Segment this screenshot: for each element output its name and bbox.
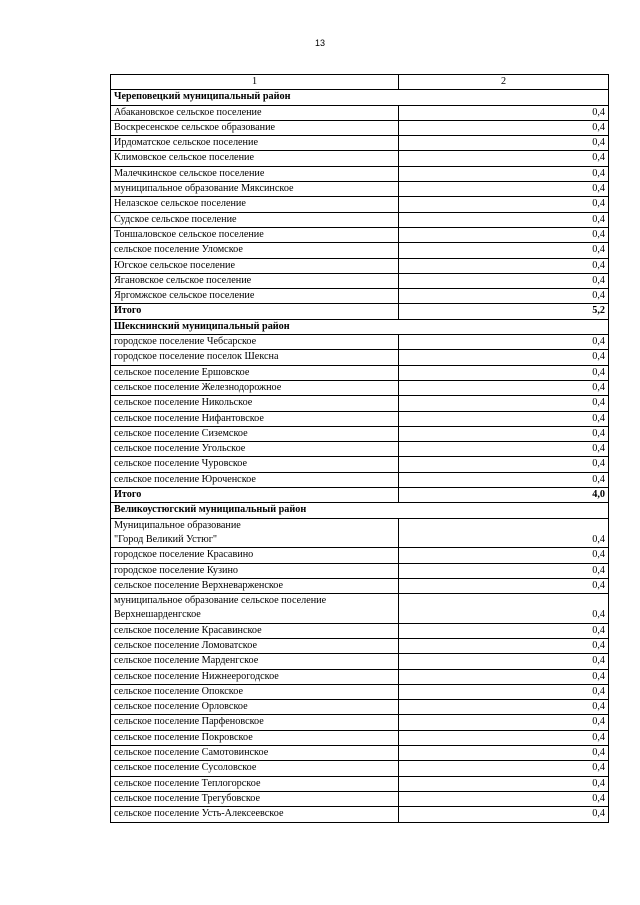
section-title: Великоустюгский муниципальный район xyxy=(111,503,609,518)
total-value: 5,2 xyxy=(399,304,609,319)
table-row xyxy=(111,105,609,120)
allocation-value: 0,4 xyxy=(399,548,609,563)
municipality-name xyxy=(111,594,399,624)
allocation-value: 0,4 xyxy=(399,197,609,212)
table-row xyxy=(111,273,609,288)
table-row xyxy=(111,669,609,684)
table-row xyxy=(111,776,609,791)
allocation-value: 0,4 xyxy=(399,136,609,151)
municipality-name: сельское поселение Чуровское xyxy=(111,457,399,472)
table-row xyxy=(111,120,609,135)
table-row xyxy=(111,243,609,258)
table-row xyxy=(111,426,609,441)
allocation-value: 0,4 xyxy=(399,715,609,730)
municipality-name: сельское поселение Теплогорское xyxy=(111,776,399,791)
table-row xyxy=(111,258,609,273)
table-row xyxy=(111,623,609,638)
allocation-value: 0,4 xyxy=(399,166,609,181)
table-row xyxy=(111,654,609,669)
allocation-value: 0,4 xyxy=(399,472,609,487)
allocation-value: 0,4 xyxy=(399,669,609,684)
section-title: Шекснинский муниципальный район xyxy=(111,319,609,334)
municipality-name: сельское поселение Верхневарженское xyxy=(111,578,399,593)
allocation-value: 0,4 xyxy=(399,563,609,578)
allocation-value: 0,4 xyxy=(399,227,609,242)
municipality-name: сельское поселение Сиземское xyxy=(111,426,399,441)
allocation-value: 0,4 xyxy=(399,258,609,273)
municipality-name: Ирдоматское сельское поселение xyxy=(111,136,399,151)
allocation-value: 0,4 xyxy=(399,746,609,761)
municipality-name: городское поселение Красавино xyxy=(111,548,399,563)
table-row xyxy=(111,380,609,395)
table-row xyxy=(111,594,609,624)
allocation-value: 0,4 xyxy=(399,335,609,350)
municipality-name: муниципальное образование Мяксинское xyxy=(111,182,399,197)
table-row xyxy=(111,166,609,181)
allocation-value: 0,4 xyxy=(399,396,609,411)
table-row xyxy=(111,197,609,212)
allocation-table xyxy=(110,74,609,823)
allocation-value: 0,4 xyxy=(399,776,609,791)
municipality-name: сельское поселение Орловское xyxy=(111,700,399,715)
municipality-name: городское поселение поселок Шексна xyxy=(111,350,399,365)
header-col-2: 2 xyxy=(399,75,609,90)
allocation-value: 0,4 xyxy=(399,518,609,548)
table-row xyxy=(111,791,609,806)
table-row xyxy=(111,227,609,242)
municipality-name: сельское поселение Железнодорожное xyxy=(111,380,399,395)
table-row xyxy=(111,396,609,411)
municipality-name: сельское поселение Никольское xyxy=(111,396,399,411)
municipality-name: сельское поселение Самотовинское xyxy=(111,746,399,761)
municipality-name: Климовское сельское поселение xyxy=(111,151,399,166)
municipality-name: Яргомжское сельское поселение xyxy=(111,289,399,304)
table-row xyxy=(111,807,609,822)
municipality-name-line: "Город Великий Устюг" xyxy=(114,533,218,545)
municipality-name xyxy=(111,518,399,548)
allocation-value: 0,4 xyxy=(399,212,609,227)
allocation-value: 0,4 xyxy=(399,411,609,426)
total-row xyxy=(111,304,609,319)
allocation-value: 0,4 xyxy=(399,289,609,304)
municipality-name: сельское поселение Покровское xyxy=(111,730,399,745)
municipality-name: сельское поселение Уломское xyxy=(111,243,399,258)
table-row xyxy=(111,684,609,699)
municipality-name: сельское поселение Сусоловское xyxy=(111,761,399,776)
municipality-name: сельское поселение Опокское xyxy=(111,684,399,699)
table-row xyxy=(111,212,609,227)
allocation-value: 0,4 xyxy=(399,578,609,593)
municipality-name: сельское поселение Ломоватское xyxy=(111,638,399,653)
municipality-name: сельское поселение Юроченское xyxy=(111,472,399,487)
header-col-1: 1 xyxy=(111,75,399,90)
total-label: Итого xyxy=(111,304,399,319)
allocation-value: 0,4 xyxy=(399,273,609,288)
municipality-name: Малечкинское сельское поселение xyxy=(111,166,399,181)
municipality-name: Тоншаловское сельское поселение xyxy=(111,227,399,242)
municipality-name: Ягановское сельское поселение xyxy=(111,273,399,288)
municipality-name: сельское поселение Угольское xyxy=(111,442,399,457)
table-row xyxy=(111,715,609,730)
table-row xyxy=(111,746,609,761)
section-header-row xyxy=(111,503,609,518)
total-row xyxy=(111,488,609,503)
table-row xyxy=(111,350,609,365)
table-row xyxy=(111,182,609,197)
allocation-value: 0,4 xyxy=(399,380,609,395)
table-row xyxy=(111,335,609,350)
municipality-name: Югское сельское поселение xyxy=(111,258,399,273)
municipality-name: сельское поселение Нифантовское xyxy=(111,411,399,426)
allocation-value: 0,4 xyxy=(399,120,609,135)
table-row xyxy=(111,638,609,653)
municipality-name: Нелазское сельское поселение xyxy=(111,197,399,212)
table-row xyxy=(111,548,609,563)
allocation-value: 0,4 xyxy=(399,638,609,653)
municipality-name-line: Муниципальное образование xyxy=(114,519,241,531)
header-row xyxy=(111,75,609,90)
total-label: Итого xyxy=(111,488,399,503)
table-row xyxy=(111,289,609,304)
allocation-value: 0,4 xyxy=(399,457,609,472)
municipality-name: Воскресенское сельское образование xyxy=(111,120,399,135)
table-row xyxy=(111,563,609,578)
allocation-value: 0,4 xyxy=(399,105,609,120)
table-row xyxy=(111,365,609,380)
table-row xyxy=(111,457,609,472)
allocation-value: 0,4 xyxy=(399,791,609,806)
municipality-name: городское поселение Кузино xyxy=(111,563,399,578)
table-row xyxy=(111,136,609,151)
section-header-row xyxy=(111,90,609,105)
municipality-name: сельское поселение Марденгское xyxy=(111,654,399,669)
allocation-value: 0,4 xyxy=(399,807,609,822)
municipality-name-line: муниципальное образование сельское поселение xyxy=(114,595,327,607)
section-header-row xyxy=(111,319,609,334)
municipality-name: городское поселение Чебсарское xyxy=(111,335,399,350)
municipality-name: сельское поселение Нижнеерогодское xyxy=(111,669,399,684)
table-row xyxy=(111,578,609,593)
allocation-value: 0,4 xyxy=(399,243,609,258)
allocation-value: 0,4 xyxy=(399,350,609,365)
municipality-name-line: Верхнешарденгское xyxy=(114,609,201,621)
allocation-value: 0,4 xyxy=(399,365,609,380)
municipality-name: сельское поселение Парфеновское xyxy=(111,715,399,730)
allocation-value: 0,4 xyxy=(399,182,609,197)
allocation-value: 0,4 xyxy=(399,700,609,715)
allocation-value: 0,4 xyxy=(399,594,609,624)
table-row xyxy=(111,761,609,776)
table-row xyxy=(111,472,609,487)
allocation-value: 0,4 xyxy=(399,623,609,638)
allocation-value: 0,4 xyxy=(399,730,609,745)
table-row xyxy=(111,730,609,745)
municipality-name: Абакановское сельское поселение xyxy=(111,105,399,120)
table-row xyxy=(111,442,609,457)
allocation-value: 0,4 xyxy=(399,761,609,776)
municipality-name: сельское поселение Усть-Алексеевское xyxy=(111,807,399,822)
table-body xyxy=(111,75,609,823)
table-row xyxy=(111,700,609,715)
total-value: 4,0 xyxy=(399,488,609,503)
municipality-name: сельское поселение Трегубовское xyxy=(111,791,399,806)
allocation-value: 0,4 xyxy=(399,151,609,166)
municipality-name: сельское поселение Красавинское xyxy=(111,623,399,638)
allocation-value: 0,4 xyxy=(399,442,609,457)
table-row xyxy=(111,151,609,166)
table-row xyxy=(111,411,609,426)
page-number: 13 xyxy=(314,38,325,48)
allocation-value: 0,4 xyxy=(399,654,609,669)
allocation-value: 0,4 xyxy=(399,426,609,441)
municipality-name: Судское сельское поселение xyxy=(111,212,399,227)
municipality-name: сельское поселение Ершовское xyxy=(111,365,399,380)
section-title: Череповецкий муниципальный район xyxy=(111,90,609,105)
allocation-value: 0,4 xyxy=(399,684,609,699)
table-row xyxy=(111,518,609,548)
